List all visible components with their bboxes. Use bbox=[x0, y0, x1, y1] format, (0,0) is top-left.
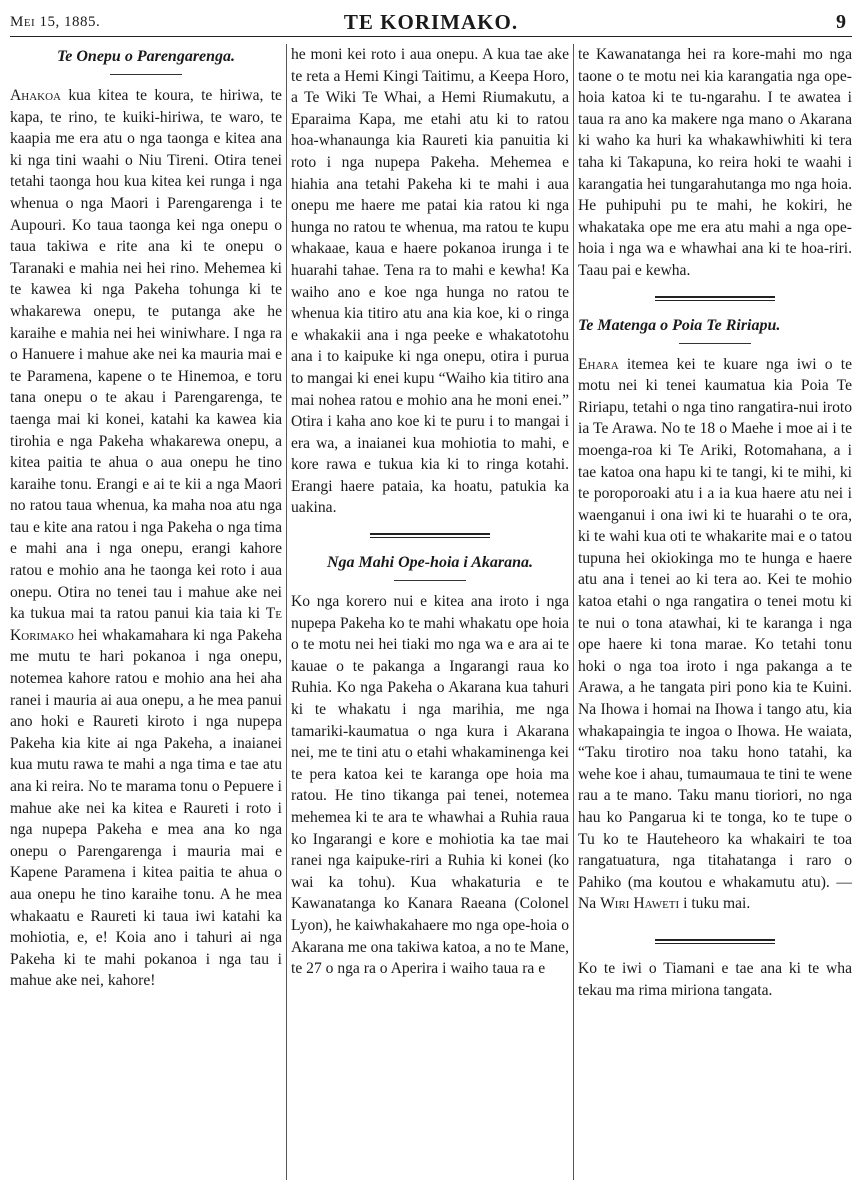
drop-word: Ehara bbox=[578, 355, 619, 373]
column-1 bbox=[10, 44, 282, 1180]
author-signature: Wiri Haweti bbox=[600, 895, 680, 913]
page-number: 9 bbox=[836, 11, 846, 33]
heading-rule bbox=[110, 74, 182, 75]
article-continuation-onepu: he moni kei roto i aua onepu. A kua tae ake te reta a Hemi Kingi Taitimu, a Keepa Horo, a Te Wiki Te Whai, a Hemi Riumakutu, a Eparaima Kapa, me etahi atu ki to ratou hoa-whanaunga kia Raureti kia panuitia ki roto i nga nupepa Pakeha. Mehemea e hiahia ana tetahi Pakeha ki te mahi i aua onepu me haere me patai kia ratou ki nga hunga no ratou te whenua, ma ratou te kupu whakaae, kaua e haere pokanoa irunga i te huarahi tahae. Tena ra to mahi e kewha! Ka waiho ano e koe nga hunga no ratou te whenua kia titiro atu ana kia koe, ki o ringa e whakakii ana i nga peeke e whakatotohu ana i to kaipuke ki nga onepu, otira i purua to mangai ki enei kupu “Waiho kia titiro ana mai nohea ratou e mohio ana he moni enei.” Otira i kaha ano koe ki te puru i to mangai i era wa, a inaianei kua mohiotia to mahi, e kore rawa e tukua kia ki to ringa kotahi. Erangi haere pataia, ka hoatu, patukia ka uakina. bbox=[291, 46, 569, 517]
column-2 bbox=[291, 44, 569, 1180]
article-text: hei whakamahara ki nga Pakeha me mutu te hari pokanoa i nga onepu, notemea kahore ratou e mohio ana hei aha ranei i mauria ai aua onepu, a he mea panui ano hoki e Raureti kiroto i nga nupepa Pakeha kia kite ai nga Pakeha, a inaianei kua mutu rawa te mahi a nga tima e tae atu ana ki reira. No te marama tonu o Pepuere i mahue ake nei ka kitea e Raureti i roto i nga nupepa Pakeha e mea ana ko nga onepu o Parengarenga i mauria mai e Kapene Paramena i kitea paitia te ahua o aua onepu he tino karaihe tonu. A he mea whakaatu e Raureti ki taua iwi katahi ka mohiotia, e, e! Koia ano i tahuri ai nga Pakeha ki te mahi pokanoa i nga tau i mahue ake nei, kahore! bbox=[10, 626, 282, 990]
section-separator bbox=[370, 533, 490, 538]
newspaper-title: TE KORIMAKO. bbox=[343, 10, 519, 34]
article-continuation-ope-hoia: te Kawanatanga hei ra kore-mahi mo nga taone o te motu nei kia karangatia nga ope-hoia katoa ki te tu-ngarahu. I te awatea i taua ra ano ka makere nga mano o Akarana ki waho ka huri ka whakawhiwhiti ki tera taha ki Takapuna, ko reira hoki te waahi i karangatia hei tungarahutanga mo nga hoia. He puhipuhi pu te mahi, he kokiri, he whakataka ope me era atu mahi a nga ope-hoia i nga wa e whawhai ana ki te hoa-riri. Taau pai e kewha. bbox=[578, 46, 852, 279]
article-body-ope-hoia: Ko nga korero nui e kitea ana iroto i nga nupepa Pakeha ko te mahi whakatu ope hoia o te motu nei hei tiaki mo nga wa e ara ai te kauae o te pakanga a Ingarangi raua ko Ruhia. Ko nga Pakeha o Akarana kua tahuri ki te whakatu i nga marihia, me nga tamariki-kaumatua o nga kura i Akarana nei, me te tini atu o etahi whakaminenga kei te pera katoa kei te karanga ope hoia ma ratou. He tino tikanga pai tenei, notemea mehemea ki te ara te whawhai a Ruhia raua ko Ingarangi e kore e mohiotia ka tae mai ranei nga kaipuke-riri a Ruhia ki konei (ko wai ka tohu). Kua whakaturia e te Kawanatanga ko Kanara Raeana (Colonel Lyon), he kaiwhakahaere mo nga ope-hoia o Akarana me ona takiwa katoa, a no te Mane, te 27 o nga ra o Aperira i waiho taua ra e bbox=[291, 593, 569, 978]
closing-note: Ko te iwi o Tiamani e tae ana ki te wha tekau ma rima miriona tangata. bbox=[578, 959, 852, 999]
column-divider bbox=[573, 44, 574, 1180]
newspaper-name-inline: Te Korimako bbox=[10, 605, 282, 644]
article-body-matenga bbox=[578, 354, 852, 915]
issue-date: Mei 15, 1885. bbox=[10, 14, 101, 30]
article-text: kua kitea te koura, te hiriwa, te kapa, te rino, te kuiki-hiriwa, te waro, te kaapia me era atu o nga taonga e kitea ana ki nga tini waahi o Niu Tireni. Otira tenei tetahi taonga hou kua kitea kei runga i nga whenua o nga Maori i Parengarenga i te Aupouri. Ko taua taonga kei nga onepu o taua takiwa e rite ana ki te onepu o Taranaki e mahia nei hei rino. Mehemea ki te kawea ki nga Pakeha tohunga ki te whakarewa onepu, te putanga ake he karaihe e mahia nei hei winiwhare. I nga ra o Hanuere i mahue ake nei ka mauria mai e te Paramena, kapene o te Hinemoa, e toru tana onepu o te akau i Parengarenga, te taenga mai ki konei, katahi ka kawea kia tirohia e nga Pakeha whakarewa onepu, a kitea paitia te ahua o aua onepu he tino karaihe tonu. Erangi e ai te kii a nga Maori no ratou taua whenua, ka maha noa atu nga tau e kite ana ratou i nga Pakeha o nga tima e mahi ana i nga onepu, erangi kahore ratou e mohio ana he taonga kei roto i aua onepu. Otira no tenei tau i mahue ake nei ka tukua mai ta ratou panui kia taia ki bbox=[10, 87, 282, 623]
article-heading-onepu: Te Onepu o Parengarenga. bbox=[56, 48, 236, 65]
column-divider bbox=[286, 44, 287, 1180]
drop-word: Ahakoa bbox=[10, 87, 61, 104]
signoff-text: i tuku mai. bbox=[683, 895, 751, 913]
article-body-onepu bbox=[10, 85, 282, 992]
heading-rule bbox=[679, 343, 751, 344]
heading-rule bbox=[394, 580, 466, 581]
article-heading-ope-hoia: Nga Mahi Ope-hoia i Akarana. bbox=[326, 554, 534, 572]
column-3 bbox=[578, 44, 852, 1180]
section-separator bbox=[655, 296, 775, 301]
article-text: itemea kei te kuare nga iwi o te motu nei ki tenei kaumatua kia Poia Te Ririapu, tetahi o nga tino rangatira-nui iroto ia Te Arawa. No te 18 o Maehe i moe ai i te moenga-roa ki Te Ariki, Rotomahana, a i tae katoa ona hapu ki te tangi, ki te mihi, ki te poroporoaki atu i a ia kua haere atu nei i waenganui i ona iwi ki te huarahi o te ora, ki te wahi kua oti te whakarite mai e o tatou tupuna hei okiokinga mo te hunga e haere atu ana i tenei ao ki tera ao. Kei te mohio katoa etahi o nga rangatira o tenei motu ki te nui o tona atawhai, ki te karanga i nga ope haere ki tona marae. Ko tetahi tonu hoki o nga toa iroto i nga pakanga a te Arawa, a he tangata piri pono kia te Kuini. Na Ihowa i homai na Ihowa i tango atu, kia whakapaingia te ingoa o Ihowa. He waiata, “Taku tirotiro noa taku hono tatahi, ka wehe koe i ahau, tumaumaua te tini te wene rau a te mano. Taku manu tioriori, no nga hau ko Pangarua ki te tonga, ko te tupe o Tu ko te Hauteheoro ka whakairi te toa rangatuatura, nga titahatanga i raro o Pahiko (ma koutou e whakamutu atu). —Na bbox=[578, 355, 852, 913]
article-heading-matenga: Te Matenga o Poia Te Ririapu. bbox=[578, 316, 781, 334]
section-separator bbox=[655, 939, 775, 944]
page-header bbox=[10, 8, 852, 37]
